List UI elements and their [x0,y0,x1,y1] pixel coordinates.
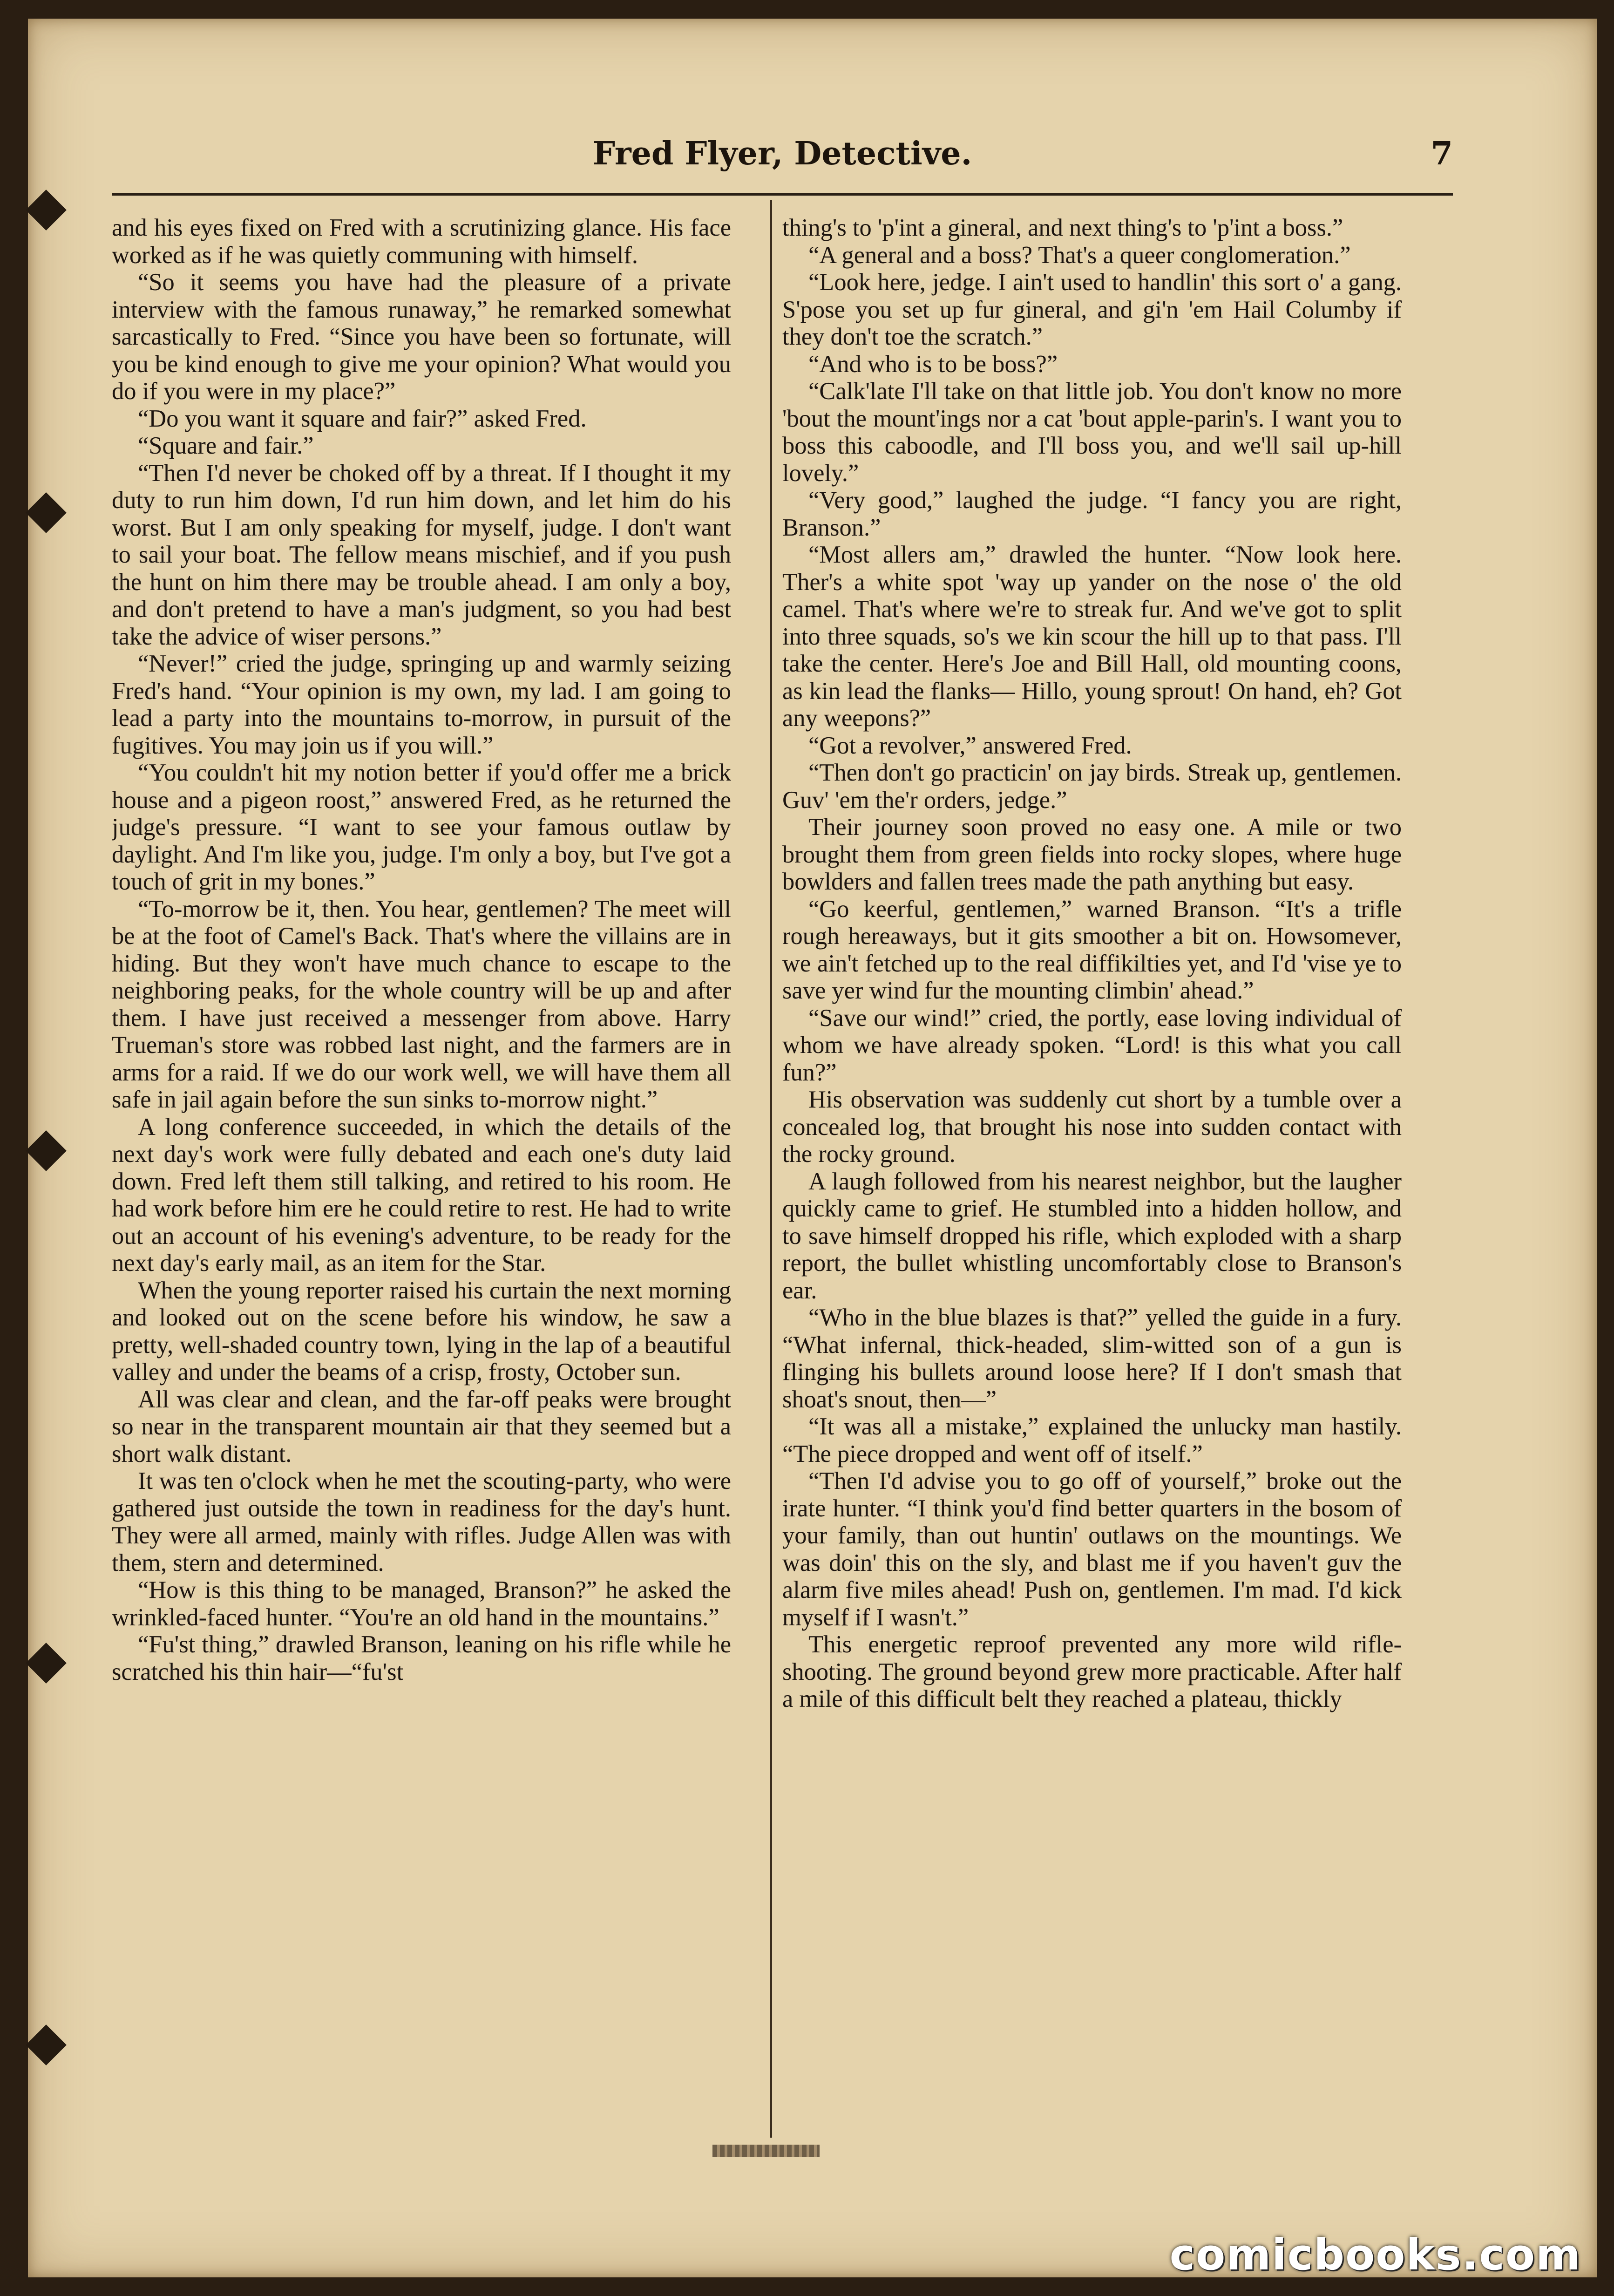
paragraph: “A general and a boss? That's a queer conglomeration.” [808,241,1351,269]
paragraph: Their journey soon proved no easy one. A mile or two brought them from green fields into rocky slopes, where huge bowlders and fallen trees made the path anything but easy. [782,814,1402,895]
left-column [112,214,731,2147]
paragraph: “So it seems you have had the pleasure of a private interview with the famous runaway,” he remarked somewhat sarcastically to Fred. “Since you have been so fortunate, will you be kind enough to give me your opinion? What would you do if you were in my place?” [112,269,731,405]
paragraph: “Fu'st thing,” drawled Branson, leaning on his rifle while he scratched his thin hair—“fu'st [112,1631,731,1685]
paragraph: “It was all a mistake,” explained the unlucky man hastily. “The piece dropped and went off of itself.” [782,1413,1402,1467]
paragraph: “Do you want it square and fair?” asked Fred. [138,405,587,432]
paragraph: “How is this thing to be managed, Branson?” he asked the wrinkled-faced hunter. “You're an old hand in the mountains.” [112,1576,731,1631]
column-divider [770,200,772,2138]
paragraph: A laugh followed from his nearest neighbor, but the laugher quickly came to grief. He stumbled into a hidden hollow, and to save himself dropped his rifle, which exploded with a sharp report, the bullet whistling uncomfortably close to Branson's ear. [782,1168,1402,1304]
paragraph: When the young reporter raised his curtain the next morning and looked out on the scene before his window, he saw a pretty, well-shaded country town, lying in the lap of a beautiful valley and under the beams of a crisp, frosty, October sun. [112,1277,731,1386]
paragraph: “Very good,” laughed the judge. “I fancy you are right, Branson.” [782,487,1402,541]
page-number: 7 [1431,135,1453,172]
binding-hole [26,190,67,231]
paragraph: “Then I'd never be choked off by a threat. If I thought it my duty to run him down, I'd run him down, and let him do his worst. But I am only speaking for myself, judge. I don't want to sail your boat. The fellow means mischief, and if you push the hunt on him there may be trouble ahead. I am only a boy, and don't pretend to have a man's judgment, so you had best take the advice of wiser persons.” [112,459,731,650]
paragraph: “Square and fair.” [138,432,314,459]
paragraph: “Most allers am,” drawled the hunter. “Now look here. Ther's a white spot 'way up yander on the nose o' the old camel. That's where we're to streak fur. And we've got to split into three squads, so's we kin scour the hill up to that pass. I'll take the center. Here's Joe and Bill Hall, old mounting coons, as kin lead the flanks— Hillo, young sprout! On hand, eh? Got any weepons?” [782,541,1402,732]
binding-hole [26,1130,67,1171]
page-header [112,135,1453,196]
paragraph: “And who is to be boss?” [808,350,1058,378]
paragraph: “Save our wind!” cried, the portly, ease loving individual of whom we have already spoken. “Lord! is this what you call fun?” [782,1004,1402,1086]
header-rule [112,193,1453,196]
paragraph: “To-morrow be it, then. You hear, gentlemen? The meet will be at the foot of Camel's Back. That's where the villains are in hiding. But they won't have much chance to escape to the neighboring peaks, for the whole country will be up and after them. I have just received a messenger from above. Harry Trueman's store was robbed last night, and the farmers are in arms for a raid. If we do our work well, we will have them all safe in jail again before the sun sinks to-morrow night.” [112,895,731,1113]
printer-mark [712,2145,820,2157]
binding-hole [26,492,67,533]
paragraph: “You couldn't hit my notion better if you'd offer me a brick house and a pigeon roost,” answered Fred, as he returned the judge's pressure. “I want to see your famous outlaw by daylight. And I'm like you, judge. I'm only a boy, but I've got a touch of grit in my bones.” [112,759,731,895]
paragraph: “Calk'late I'll take on that little job. You don't know no more 'bout the mount'ings nor a cat 'bout apple-parin's. I want you to boss this caboodle, and I'll boss you, and we'll sail up-hill lovely.” [782,378,1402,487]
binding-hole [26,1643,67,1684]
paragraph: thing's to 'p'int a gineral, and next thing's to 'p'int a boss.” [782,214,1343,241]
running-title: Fred Flyer, Detective. [592,135,972,172]
paragraph: It was ten o'clock when he met the scouting-party, who were gathered just outside the town in readiness for the day's hunt. They were all armed, mainly with rifles. Judge Allen was with them, stern and determined. [112,1467,731,1576]
paragraph: “Who in the blue blazes is that?” yelled the guide in a fury. “What infernal, thick-headed, slim-witted son of a gun is flinging his bullets around loose here? If I don't smash that shoat's snout, then—” [782,1304,1402,1413]
paragraph: “Never!” cried the judge, springing up and warmly seizing Fred's hand. “Your opinion is my own, my lad. I am going to lead a party into the mountains to-morrow, in pursuit of the fugitives. You may join us if you will.” [112,650,731,759]
paragraph: A long conference succeeded, in which the details of the next day's work were fully debated and each one's duty laid down. Fred left them still talking, and retired to his room. He had work before him ere he could retire to rest. He had to write out an account of his evening's adventure, to be ready for the next day's early mail, as an item for the Star. [112,1113,731,1277]
paragraph: “Look here, jedge. I ain't used to handlin' this sort o' a gang. S'pose you set up fur gineral, and gi'n 'em Hail Columby if they don't toe the scratch.” [782,269,1402,350]
watermark: comicbooks.com [1169,2230,1581,2280]
paragraph: “Then don't go practicin' on jay birds. Streak up, gentlemen. Guv' 'em the'r orders, jedge.” [782,759,1402,814]
paragraph: All was clear and clean, and the far-off peaks were brought so near in the transparent mountain air that they seemed but a short walk distant. [112,1386,731,1467]
binding-hole [26,2024,67,2065]
paragraph: “Then I'd advise you to go off of yourself,” broke out the irate hunter. “I think you'd find better quarters in the bosom of your family, than out huntin' outlaws on the mountings. We was doin' this on the sly, and blast me if you haven't guv the alarm five miles ahead! Push on, gentlemen. I'm mad. I'd kick myself if I wasn't.” [782,1467,1402,1631]
paragraph: “Got a revolver,” answered Fred. [808,732,1132,759]
right-column [782,214,1402,2147]
paragraph: and his eyes fixed on Fred with a scrutinizing glance. His face worked as if he was quietly communing with himself. [112,214,731,269]
paragraph: His observation was suddenly cut short by a tumble over a concealed log, that brought his nose into sudden contact with the rocky ground. [782,1086,1402,1168]
paragraph: This energetic reproof prevented any more wild rifle-shooting. The ground beyond grew more practicable. After half a mile of this difficult belt they reached a plateau, thickly [782,1631,1402,1712]
paragraph: “Go keerful, gentlemen,” warned Branson. “It's a trifle rough hereaways, but it gits smoother a bit on. Howsomever, we ain't fetched up to the real diffikilties yet, and I'd 'vise ye to save yer wind fur the mounting climbin' ahead.” [782,895,1402,1004]
